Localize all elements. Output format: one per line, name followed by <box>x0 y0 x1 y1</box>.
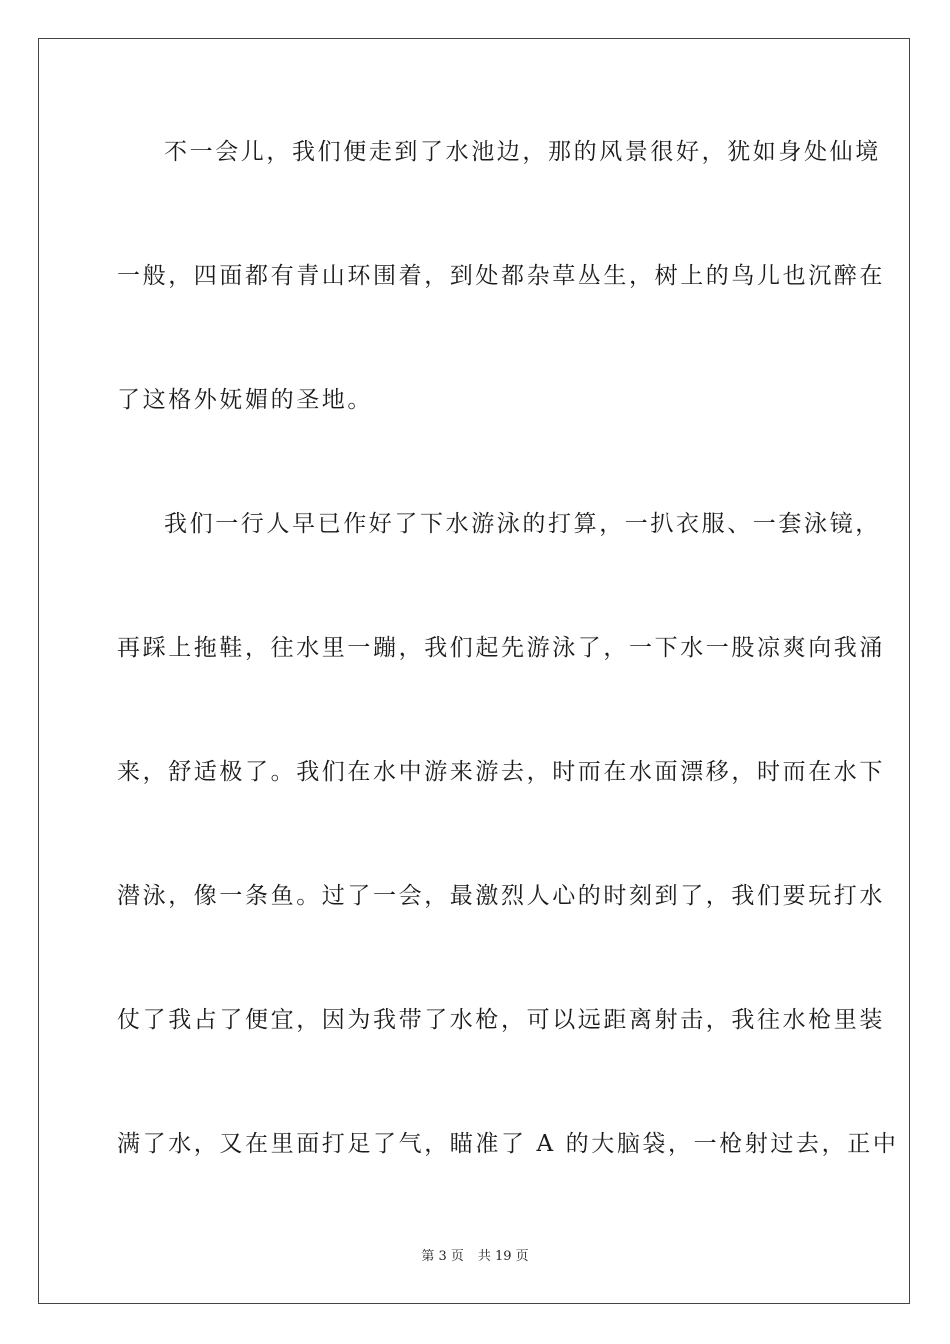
paragraph-2-line-5: 仗了我占了便宜，因为我带了水枪，可以远距离射击，我往水枪里装 <box>117 1007 885 1033</box>
paragraph-2-line-3: 来，舒适极了。我们在水中游来游去，时而在水面漂移，时而在水下 <box>117 759 885 785</box>
paragraph-2-line-4: 潜泳，像一条鱼。过了一会，最激烈人心的时刻到了，我们要玩打水 <box>117 883 885 909</box>
paragraph-1-line-3: 了这格外妩媚的圣地。 <box>117 387 373 413</box>
paragraph-1-line-2: 一般，四面都有青山环围着，到处都杂草丛生，树上的鸟儿也沉醉在 <box>117 263 885 289</box>
total-pages: 共 19 页 <box>477 1249 529 1264</box>
page-number: 第 3 页 <box>421 1249 464 1264</box>
page-footer <box>0 1248 950 1266</box>
paragraph-2-line-6: 满了水，又在里面打足了气，瞄准了 A 的大脑袋，一枪射过去，正中 <box>117 1131 899 1157</box>
paragraph-2-line-2: 再踩上拖鞋，往水里一蹦，我们起先游泳了，一下水一股凉爽向我涌 <box>117 635 885 661</box>
paragraph-2-line-1: 我们一行人早已作好了下水游泳的打算，一扒衣服、一套泳镜， <box>164 511 881 537</box>
page-border <box>38 38 910 1304</box>
paragraph-1-line-1: 不一会儿，我们便走到了水池边，那的风景很好，犹如身处仙境 <box>164 139 881 165</box>
